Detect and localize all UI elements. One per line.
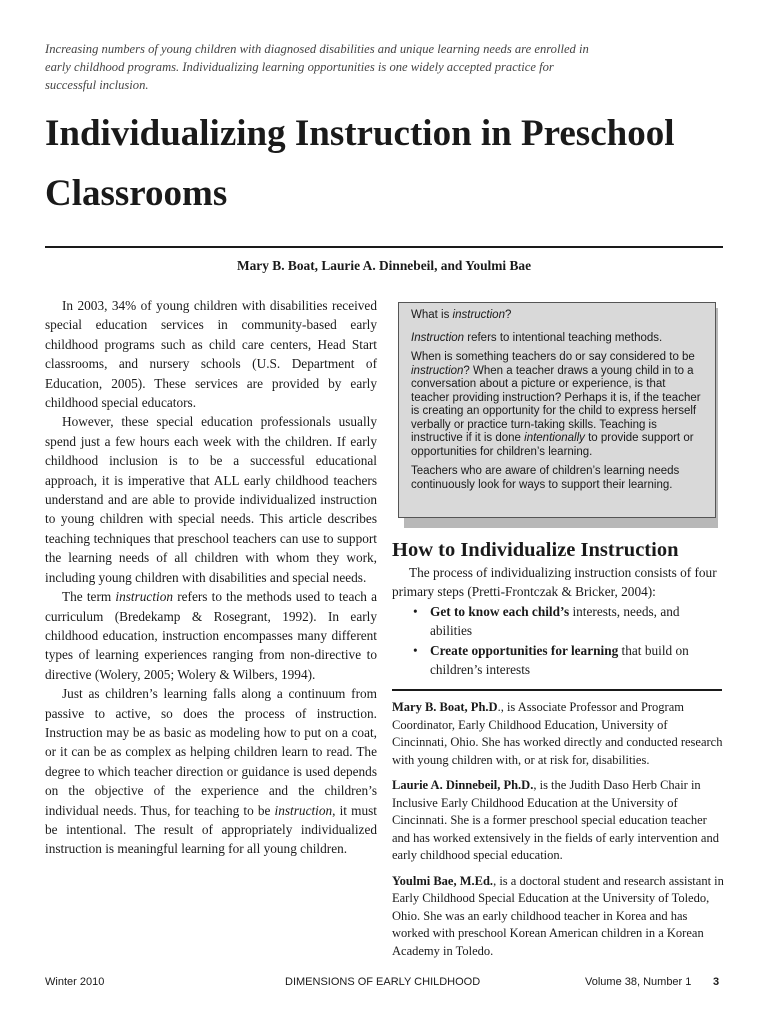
- body-paragraph: [45, 684, 377, 859]
- emphasis: Instruction: [411, 331, 465, 344]
- author-bio: [392, 873, 724, 961]
- instruction-sidebar: [398, 302, 716, 518]
- bullet-icon: •: [413, 642, 418, 658]
- body-paragraph: However, these special education professionals usually spend just a few hours each week with the children. If early childhood inclusion is to be a successful educational approach, it is imperative that ALL early childhood teachers understand and are able to provide individualized instruction to young children with special needs. This article describes teaching techniques that preschool teachers can use to support the learning needs of all children with whom they work, including young children with disabilities and special needs.: [45, 414, 377, 585]
- bio-text: ., is Associate Professor and Program Coordinator, Early Childhood Education, University of Cincinnati, Ohio. She has worked directly and conducted research with young children with, or at risk for, disabilities.: [392, 700, 723, 767]
- footer-volume: Volume 38, Number 1: [585, 976, 692, 988]
- article-title: Individualizing Instruction in Preschool Classrooms: [45, 113, 675, 214]
- footer-journal: DIMENSIONS OF EARLY CHILDHOOD: [285, 976, 481, 988]
- section-heading: How to Individualize Instruction: [392, 539, 679, 561]
- title-rule: [45, 246, 723, 248]
- text-run: refers to intentional teaching methods.: [464, 331, 663, 344]
- bio-name: Laurie A. Dinnebeil, Ph.D.: [392, 778, 534, 792]
- page-footer: [45, 976, 723, 992]
- text-run: , it must be intentional. The result of appropriately individualized instruction is meaningful learning for all young children.: [45, 802, 377, 857]
- author-bio: [392, 777, 724, 865]
- text-run: The term: [62, 589, 116, 605]
- sidebar-paragraph: Teachers who are aware of children’s learning needs continuously look for ways to support their learning.: [411, 465, 680, 491]
- author-byline: Mary B. Boat, Laurie A. Dinnebeil, and Youlmi Bae: [236, 258, 532, 273]
- bullet-icon: •: [413, 603, 418, 619]
- body-paragraph: [45, 587, 377, 684]
- emphasis: instruction: [452, 309, 505, 321]
- emphasis: instruction: [411, 364, 464, 377]
- author-bio: [392, 699, 724, 769]
- list-item-text: interests, needs, and abilities: [430, 603, 680, 639]
- footer-season: Winter 2010: [45, 976, 105, 988]
- bio-text: , is the Judith Daso Herb Chair in Inclusive Early Childhood Education at the University of Cincinnati. She is a former preschool special education teacher and has worked extensively in the fields of early intervention and early childhood special education.: [392, 778, 719, 862]
- emphasis: instruction: [274, 802, 333, 818]
- text-run: ?: [504, 309, 512, 321]
- text-run: to provide support or opportunities for children’s learning.: [411, 432, 694, 458]
- bio-name: Youlmi Bae, M.Ed.: [392, 873, 494, 888]
- emphasis: intentionally: [524, 432, 585, 444]
- text-run: Just as children’s learning falls along a continuum from passive to active, so does the process of instruction. Instruction may be as basic as modeling how to put on a coat, or it can be as complex as helping children learn to read. The degree to which teacher direction or guidance is used depends on the objective of the experience and the children’s individual needs. Thus, for teaching to be: [45, 686, 377, 818]
- list-item-bold: Create opportunities for learning: [430, 642, 619, 658]
- steps-list: [392, 602, 724, 680]
- sidebar-title: [411, 309, 705, 323]
- list-item: [413, 641, 724, 680]
- bio-name: Mary B. Boat, Ph.D: [392, 700, 498, 714]
- article-deck: Increasing numbers of young children with diagnosed disabilities and unique learning needs are enrolled in early childhood programs. Individualizing learning opportunities is one widely accepted practice for successful inclusion.: [45, 42, 589, 92]
- body-column-left: [45, 296, 377, 859]
- text-run: What is: [411, 309, 453, 321]
- body-paragraph: In 2003, 34% of young children with disabilities received special education services in community-based early childhood programs such as child care centers, Head Start classrooms, and nursery schools (U.S. Department of Education, 2005). These services are provided by early childhood special educators.: [45, 298, 377, 411]
- text-run: When is something teachers do or say considered to be: [411, 351, 695, 363]
- emphasis: instruction: [115, 589, 174, 605]
- sidebar-paragraph: [411, 332, 705, 346]
- text-run: ? When a teacher draws a young child in to a conversation about a picture or experience, is that teacher providing instruction? Perhaps it is, if the teacher is creating an opportunity for the child to express herself verbally or practice turn-taking skills. Teaching is instructive if it is done: [411, 364, 701, 444]
- list-item-text: that build on children’s interests: [430, 642, 689, 678]
- section-intro: The process of individualizing instruction consists of four primary steps (Pretti-Frontczak & Bricker, 2004):: [392, 565, 717, 600]
- body-column-right: [392, 563, 724, 679]
- bio-rule: [392, 689, 722, 691]
- author-bios: [392, 699, 724, 968]
- list-item-bold: Get to know each child’s: [430, 603, 570, 619]
- text-run: refers to the methods used to teach a curriculum (Bredekamp & Rosegrant, 1992). In early childhood education, instruction encompasses many different types of learning experiences ranging from non-directive to directive (Wolery, 2005; Wolery & Wilbers, 1994).: [45, 589, 377, 682]
- bio-text: , is a doctoral student and research assistant in Early Childhood Special Education at the University of Toledo, Ohio. She was an early childhood teacher in Korea and has worked with preschool Korean American children in a Korean Academy in Toledo.: [392, 873, 724, 958]
- list-item: [413, 602, 724, 641]
- page-number: 3: [713, 976, 720, 988]
- sidebar-paragraph: [411, 351, 705, 459]
